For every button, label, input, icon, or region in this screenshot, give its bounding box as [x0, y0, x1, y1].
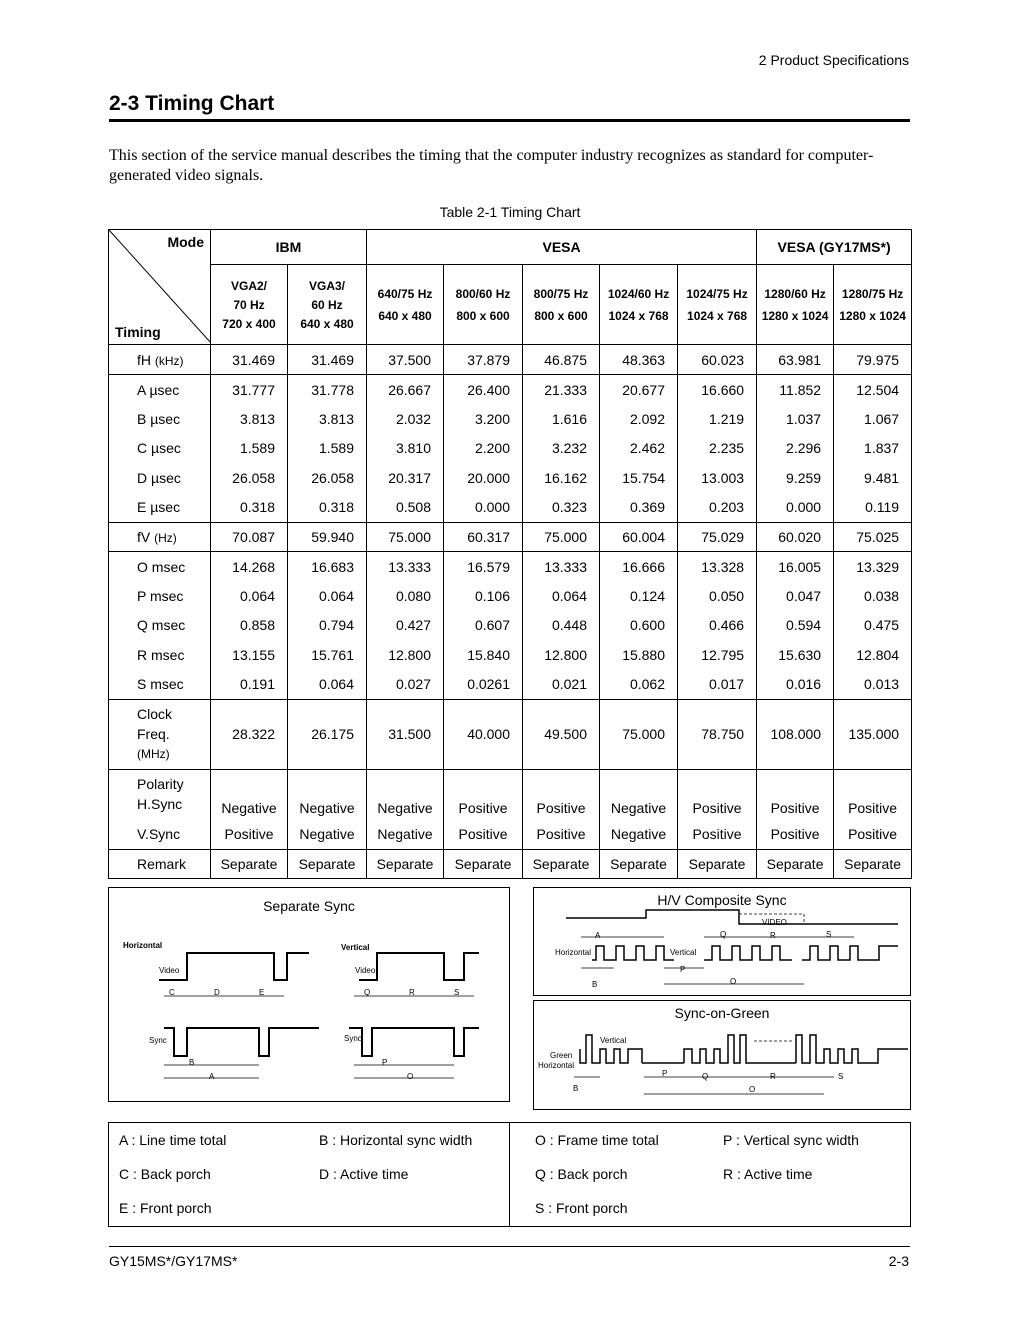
value-cell: 0.607 [444, 611, 523, 641]
value-cell: 1.067 [834, 404, 912, 434]
value-cell: 1.037 [757, 404, 834, 434]
value-cell: 0.318 [288, 493, 367, 523]
value-cell: 16.660 [678, 375, 757, 405]
mark-r: R [409, 988, 415, 997]
value-cell: 0.0261 [444, 670, 523, 700]
green-vertical-label: Vertical [600, 1036, 627, 1045]
value-cell: Positive [444, 769, 523, 819]
table-row [109, 375, 912, 405]
comp-mark-b: B [592, 980, 598, 989]
value-cell: 12.800 [523, 640, 600, 670]
composite-sync-diagram [533, 887, 911, 996]
row-label: Q msec [109, 611, 211, 641]
value-cell: 3.813 [211, 404, 288, 434]
value-cell: Positive [678, 819, 757, 849]
green-mark-s: S [838, 1072, 844, 1081]
mark-a: A [209, 1072, 215, 1081]
value-cell: 0.016 [757, 670, 834, 700]
row-label: V.Sync [109, 819, 211, 849]
comp-mark-o: O [730, 977, 737, 986]
value-cell: Separate [678, 849, 757, 878]
composite-sync-title: H/V Composite Sync [657, 892, 787, 908]
sync-on-green-title: Sync-on-Green [674, 1005, 770, 1021]
value-cell: 26.400 [444, 375, 523, 405]
value-cell: 1.589 [288, 434, 367, 464]
value-cell: Separate [367, 849, 444, 878]
value-cell: 13.333 [523, 552, 600, 582]
sync-on-green-waveforms [534, 1001, 910, 1109]
row-label: Clock Freq. (MHz) [109, 699, 211, 769]
row-label: E µsec [109, 493, 211, 523]
value-cell: 3.810 [367, 434, 444, 464]
value-cell: 1.589 [211, 434, 288, 464]
col-header: 1280/60 Hz 1280 x 1024 [757, 265, 834, 345]
value-cell: 31.777 [211, 375, 288, 405]
green-mark-b: B [573, 1084, 579, 1093]
footer-page-number: 2-3 [888, 1253, 909, 1269]
group-ibm: IBM [211, 230, 367, 265]
separate-sync-title: Separate Sync [263, 898, 355, 914]
value-cell: 0.203 [678, 493, 757, 523]
value-cell: Negative [367, 769, 444, 819]
value-cell: 0.318 [211, 493, 288, 523]
timing-table [108, 229, 912, 879]
value-cell: Separate [211, 849, 288, 878]
table-row [109, 611, 912, 641]
value-cell: 9.259 [757, 463, 834, 493]
value-cell: 75.000 [367, 522, 444, 552]
table-row [109, 819, 912, 849]
value-cell: 70.087 [211, 522, 288, 552]
value-cell: 20.677 [600, 375, 678, 405]
value-cell: 0.050 [678, 581, 757, 611]
value-cell: 0.124 [600, 581, 678, 611]
value-cell: 26.058 [211, 463, 288, 493]
green-mark-q: Q [702, 1072, 709, 1081]
legend-item: B : Horizontal sync width [319, 1132, 473, 1148]
value-cell: Negative [288, 769, 367, 819]
intro-paragraph: This section of the service manual describes the timing that the computer industry recognizes as standard for computer-generated video signals. [109, 147, 874, 184]
value-cell: 0.000 [444, 493, 523, 523]
value-cell: 0.594 [757, 611, 834, 641]
value-cell: Positive [834, 819, 912, 849]
value-cell: 20.317 [367, 463, 444, 493]
value-cell: 15.761 [288, 640, 367, 670]
value-cell: 63.981 [757, 345, 834, 375]
mark-e: E [259, 988, 265, 997]
row-label: O msec [109, 552, 211, 582]
value-cell: 40.000 [444, 699, 523, 769]
col-header: 800/75 Hz 800 x 600 [523, 265, 600, 345]
value-cell: Separate [757, 849, 834, 878]
value-cell: 0.858 [211, 611, 288, 641]
value-cell: 75.025 [834, 522, 912, 552]
value-cell: Positive [834, 769, 912, 819]
value-cell: 0.323 [523, 493, 600, 523]
row-label: D µsec [109, 463, 211, 493]
value-cell: 75.029 [678, 522, 757, 552]
value-cell: 3.813 [288, 404, 367, 434]
value-cell: Separate [834, 849, 912, 878]
value-cell: 15.880 [600, 640, 678, 670]
value-cell: 26.175 [288, 699, 367, 769]
table-row [109, 769, 912, 819]
value-cell: Positive [444, 819, 523, 849]
table-row [109, 434, 912, 464]
comp-vertical-label: Vertical [670, 948, 697, 957]
value-cell: 75.000 [600, 699, 678, 769]
value-cell: 0.064 [288, 670, 367, 700]
value-cell: 21.333 [523, 375, 600, 405]
mark-d: D [214, 988, 220, 997]
value-cell: 2.032 [367, 404, 444, 434]
row-label: S msec [109, 670, 211, 700]
table-row [109, 493, 912, 523]
row-label: R msec [109, 640, 211, 670]
value-cell: 12.504 [834, 375, 912, 405]
value-cell: 14.268 [211, 552, 288, 582]
value-cell: 0.508 [367, 493, 444, 523]
timing-label: Timing [115, 324, 161, 340]
table-caption: Table 2-1 Timing Chart [439, 204, 581, 220]
value-cell: Separate [600, 849, 678, 878]
value-cell: 16.666 [600, 552, 678, 582]
value-cell: 0.064 [211, 581, 288, 611]
table-row [109, 345, 912, 375]
legend-item: P : Vertical sync width [723, 1132, 859, 1148]
table-row [109, 849, 912, 878]
value-cell: 0.080 [367, 581, 444, 611]
table-row [109, 463, 912, 493]
value-cell: 75.000 [523, 522, 600, 552]
table-row [109, 522, 912, 552]
value-cell: 16.579 [444, 552, 523, 582]
value-cell: 26.667 [367, 375, 444, 405]
value-cell: Negative [600, 819, 678, 849]
value-cell: 0.062 [600, 670, 678, 700]
table-row [109, 581, 912, 611]
value-cell: 60.004 [600, 522, 678, 552]
value-cell: 0.600 [600, 611, 678, 641]
value-cell: Positive [523, 769, 600, 819]
row-label: A µsec [109, 375, 211, 405]
value-cell: 0.064 [288, 581, 367, 611]
value-cell: 2.462 [600, 434, 678, 464]
value-cell: Positive [523, 819, 600, 849]
value-cell: 0.369 [600, 493, 678, 523]
value-cell: 0.021 [523, 670, 600, 700]
value-cell: 108.000 [757, 699, 834, 769]
mark-c: C [169, 988, 175, 997]
row-label: Remark [109, 849, 211, 878]
mark-b: B [189, 1058, 195, 1067]
value-cell: 0.000 [757, 493, 834, 523]
row-label: C µsec [109, 434, 211, 464]
sep-horizontal-label: Horizontal [123, 941, 163, 950]
value-cell: 28.322 [211, 699, 288, 769]
value-cell: 12.800 [367, 640, 444, 670]
comp-mark-q: Q [720, 930, 727, 939]
col-header: 640/75 Hz 640 x 480 [367, 265, 444, 345]
comp-video-label: VIDEO [762, 918, 787, 927]
value-cell: 0.448 [523, 611, 600, 641]
col-header: VGA2/ 70 Hz 720 x 400 [211, 265, 288, 345]
value-cell: 0.047 [757, 581, 834, 611]
value-cell: 11.852 [757, 375, 834, 405]
value-cell: 20.000 [444, 463, 523, 493]
value-cell: Separate [288, 849, 367, 878]
value-cell: 0.038 [834, 581, 912, 611]
mark-s: S [454, 988, 460, 997]
row-label: fV (Hz) [109, 522, 211, 552]
col-header: 1024/60 Hz 1024 x 768 [600, 265, 678, 345]
value-cell: 15.754 [600, 463, 678, 493]
value-cell: 0.013 [834, 670, 912, 700]
value-cell: 46.875 [523, 345, 600, 375]
sep-vertical-label: Vertical [341, 943, 370, 952]
row-label: fH (kHz) [109, 345, 211, 375]
legend-item: A : Line time total [119, 1132, 227, 1148]
value-cell: 79.975 [834, 345, 912, 375]
sep-v-video-label: Video [355, 966, 376, 975]
value-cell: Positive [757, 819, 834, 849]
section-header: 2 Product Specifications [758, 52, 909, 68]
value-cell: 60.317 [444, 522, 523, 552]
legend-item: S : Front porch [535, 1200, 628, 1216]
value-cell: 48.363 [600, 345, 678, 375]
value-cell: 16.683 [288, 552, 367, 582]
row-label: Polarity H.Sync [109, 769, 211, 819]
value-cell: Separate [523, 849, 600, 878]
col-header: 800/60 Hz 800 x 600 [444, 265, 523, 345]
value-cell: 0.106 [444, 581, 523, 611]
value-cell: 2.235 [678, 434, 757, 464]
value-cell: 78.750 [678, 699, 757, 769]
comp-horizontal-label: Horizontal [555, 948, 592, 957]
col-header: VGA3/ 60 Hz 640 x 480 [288, 265, 367, 345]
value-cell: 2.296 [757, 434, 834, 464]
page-title: 2-3 Timing Chart [109, 92, 275, 115]
value-cell: 0.794 [288, 611, 367, 641]
value-cell: 13.329 [834, 552, 912, 582]
value-cell: 13.333 [367, 552, 444, 582]
table-row [109, 699, 912, 769]
value-cell: 9.481 [834, 463, 912, 493]
value-cell: 13.328 [678, 552, 757, 582]
value-cell: 31.778 [288, 375, 367, 405]
value-cell: 12.804 [834, 640, 912, 670]
title-rule [109, 119, 910, 122]
group-vesa: VESA [367, 230, 757, 265]
value-cell: 3.200 [444, 404, 523, 434]
value-cell: 0.064 [523, 581, 600, 611]
comp-mark-s: S [826, 930, 832, 939]
mark-p: P [382, 1058, 388, 1067]
green-mark-r: R [770, 1072, 776, 1081]
value-cell: Negative [600, 769, 678, 819]
green-mark-o: O [749, 1085, 756, 1094]
green-horizontal-label: Horizontal [538, 1061, 575, 1070]
separate-sync-diagram [108, 887, 510, 1102]
value-cell: Negative [288, 819, 367, 849]
value-cell: 37.500 [367, 345, 444, 375]
value-cell: 1.837 [834, 434, 912, 464]
value-cell: 31.500 [367, 699, 444, 769]
value-cell: Positive [678, 769, 757, 819]
value-cell: 31.469 [288, 345, 367, 375]
legend-item: R : Active time [723, 1166, 813, 1182]
value-cell: Negative [367, 819, 444, 849]
value-cell: 135.000 [834, 699, 912, 769]
value-cell: 15.630 [757, 640, 834, 670]
comp-mark-a: A [595, 931, 601, 940]
value-cell: 12.795 [678, 640, 757, 670]
legend-item: Q : Back porch [535, 1166, 628, 1182]
sep-v-sync-label: Sync [344, 1034, 362, 1043]
row-label: P msec [109, 581, 211, 611]
sep-h-video-label: Video [159, 966, 180, 975]
value-cell: 13.003 [678, 463, 757, 493]
timing-legend [108, 1122, 911, 1227]
value-cell: Positive [211, 819, 288, 849]
sync-on-green-diagram [533, 1000, 911, 1110]
value-cell: 31.469 [211, 345, 288, 375]
mark-o: O [407, 1072, 414, 1081]
footer-rule [109, 1246, 910, 1247]
group-vesa-gy17: VESA (GY17MS*) [757, 230, 912, 265]
green-mark-p: P [662, 1069, 668, 1078]
value-cell: 16.005 [757, 552, 834, 582]
table-row [109, 552, 912, 582]
footer-model: GY15MS*/GY17MS* [109, 1253, 238, 1269]
col-header: 1024/75 Hz 1024 x 768 [678, 265, 757, 345]
legend-item: E : Front porch [119, 1200, 212, 1216]
value-cell: 2.200 [444, 434, 523, 464]
value-cell: 15.840 [444, 640, 523, 670]
value-cell: 0.475 [834, 611, 912, 641]
legend-item: C : Back porch [119, 1166, 211, 1182]
green-green-label: Green [550, 1051, 573, 1060]
col-header: 1280/75 Hz 1280 x 1024 [834, 265, 912, 345]
value-cell: 0.027 [367, 670, 444, 700]
mark-q: Q [364, 988, 371, 997]
value-cell: 1.219 [678, 404, 757, 434]
value-cell: 1.616 [523, 404, 600, 434]
value-cell: 26.058 [288, 463, 367, 493]
table-row [109, 670, 912, 700]
value-cell: 0.191 [211, 670, 288, 700]
comp-mark-p: P [680, 965, 686, 974]
value-cell: 0.017 [678, 670, 757, 700]
row-label: B µsec [109, 404, 211, 434]
value-cell: 3.232 [523, 434, 600, 464]
value-cell: 2.092 [600, 404, 678, 434]
legend-item: D : Active time [319, 1166, 409, 1182]
value-cell: 0.466 [678, 611, 757, 641]
table-row [109, 404, 912, 434]
comp-mark-r: R [770, 931, 776, 940]
value-cell: 0.427 [367, 611, 444, 641]
value-cell: 59.940 [288, 522, 367, 552]
mode-timing-header [109, 230, 211, 345]
sep-h-sync-label: Sync [149, 1036, 167, 1045]
value-cell: 49.500 [523, 699, 600, 769]
legend-item: O : Frame time total [535, 1132, 659, 1148]
mode-label: Mode [167, 234, 204, 250]
table-row [109, 640, 912, 670]
value-cell: Separate [444, 849, 523, 878]
value-cell: 0.119 [834, 493, 912, 523]
value-cell: 13.155 [211, 640, 288, 670]
value-cell: 60.023 [678, 345, 757, 375]
value-cell: Positive [757, 769, 834, 819]
value-cell: 60.020 [757, 522, 834, 552]
value-cell: 16.162 [523, 463, 600, 493]
legend-divider [509, 1123, 510, 1226]
composite-sync-waveforms [534, 888, 910, 995]
value-cell: Negative [211, 769, 288, 819]
value-cell: 37.879 [444, 345, 523, 375]
